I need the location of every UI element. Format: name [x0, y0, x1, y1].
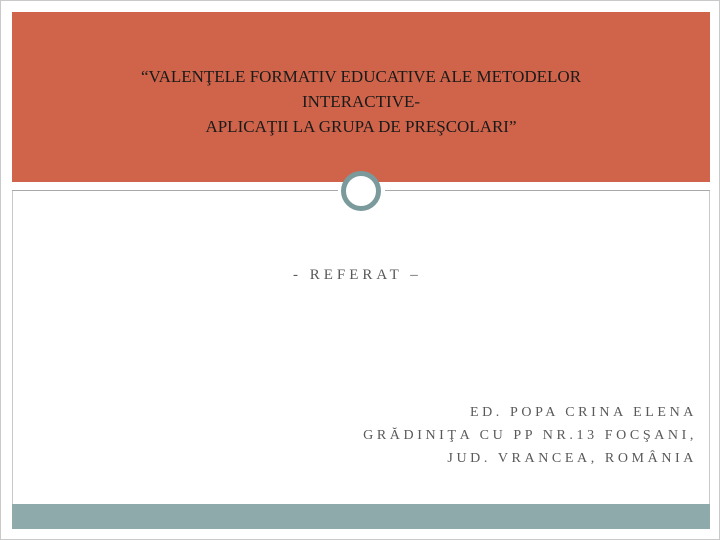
author-location: JUD. VRANCEA, ROMÂNIA: [447, 451, 697, 466]
footer-band: [12, 504, 710, 529]
title-line-3: APLICAŢII LA GRUPA DE PREŞCOLARI”: [205, 117, 517, 136]
title-line-1: “VALENŢELE FORMATIV EDUCATIVE ALE METODELOR: [140, 67, 582, 86]
author-name: ED. POPA CRINA ELENA: [469, 405, 697, 420]
author-institution: GRĂDINIŢA CU PP NR.13 FOCŞANI,: [363, 428, 697, 443]
slide-subtitle: - REFERAT –: [293, 267, 422, 283]
title-band: [12, 12, 710, 182]
title-line-2: INTERACTIVE-: [301, 92, 421, 111]
slide-title: [12, 64, 710, 139]
author-info: [363, 401, 697, 470]
